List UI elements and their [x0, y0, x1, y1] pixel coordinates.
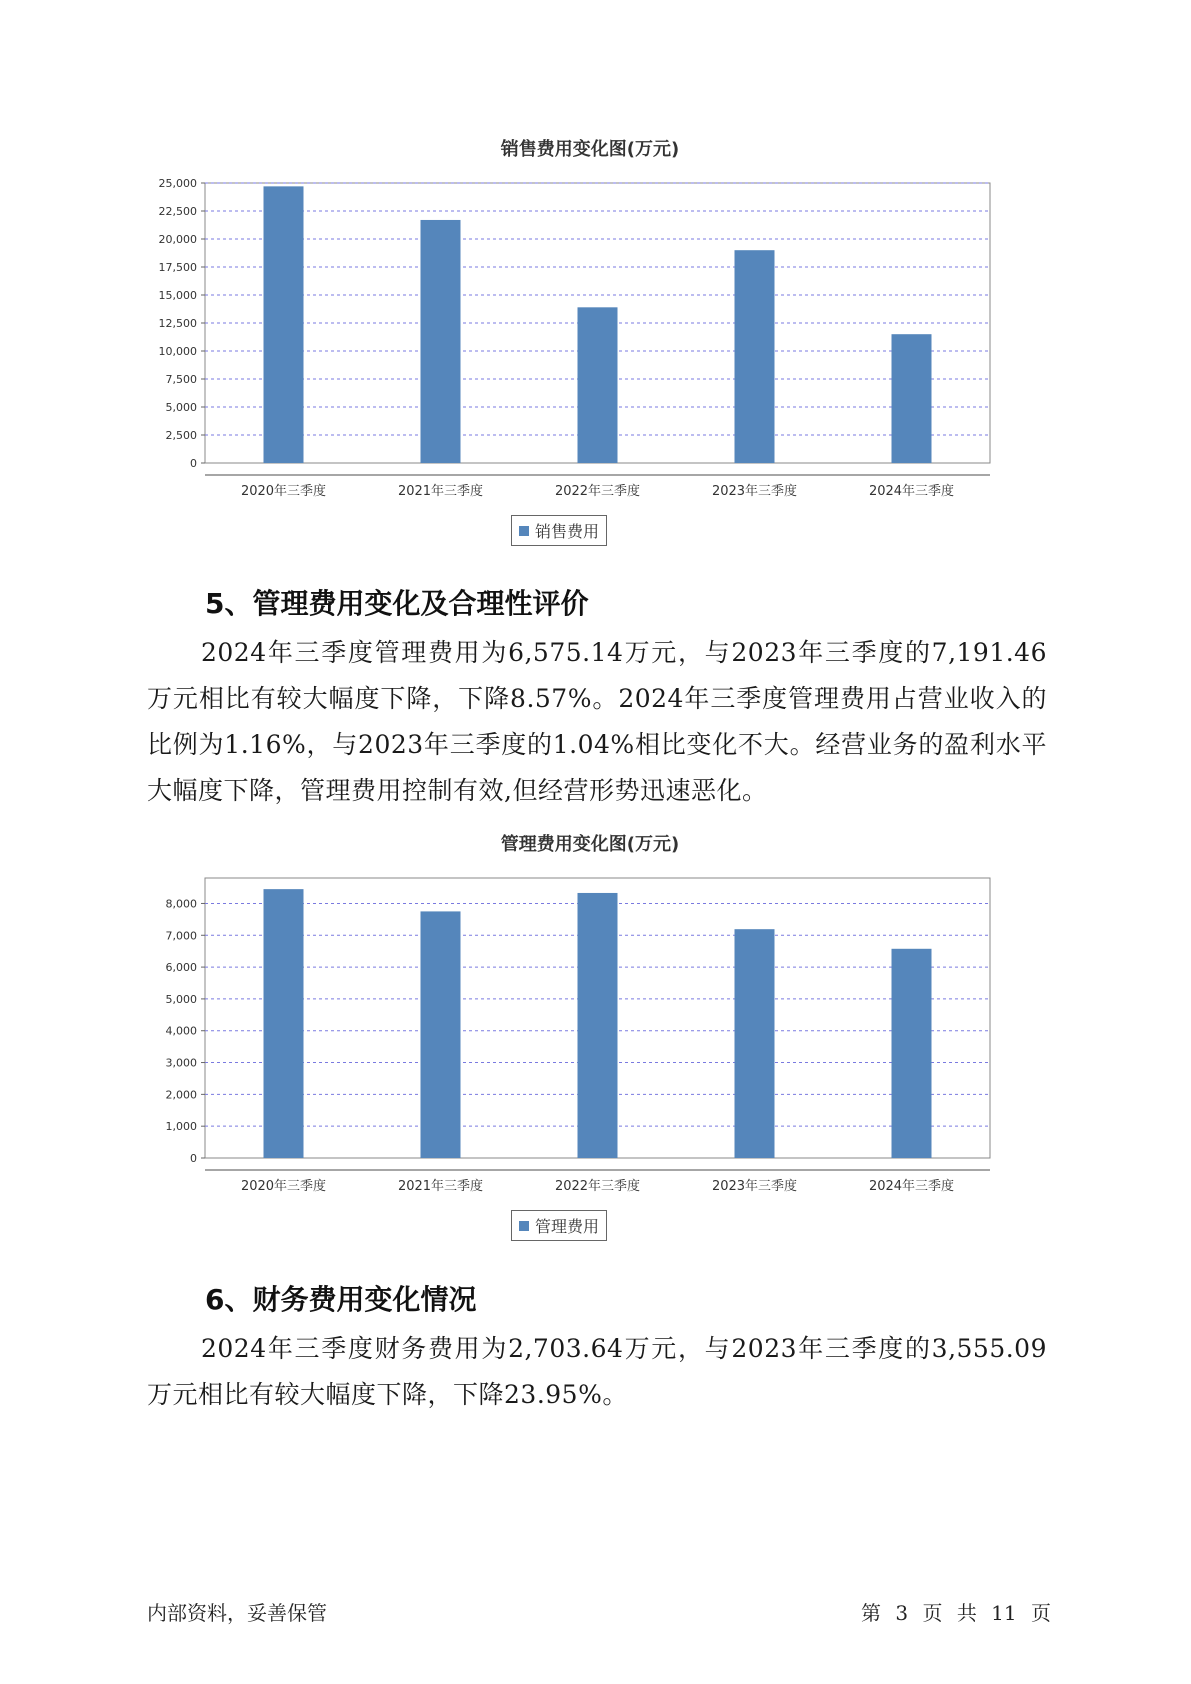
chart-legend — [511, 515, 607, 546]
bar — [892, 334, 932, 463]
section-6-heading: 6、财务费用变化情况 — [205, 1283, 477, 1316]
x-tick-label: 2023年三季度 — [711, 484, 798, 499]
bar — [421, 220, 461, 463]
y-tick-label: 22,500 — [158, 205, 197, 218]
y-tick-label: 10,000 — [158, 345, 197, 358]
bar — [735, 929, 775, 1158]
chart-legend — [511, 1210, 607, 1241]
y-tick-label: 1,000 — [165, 1120, 197, 1134]
x-tick-label: 2021年三季度 — [397, 1179, 484, 1194]
y-tick-label: 4,000 — [165, 1024, 197, 1038]
sales-expense-chart — [150, 135, 1030, 545]
x-tick-label: 2021年三季度 — [397, 484, 484, 499]
x-tick-label: 2023年三季度 — [711, 1179, 798, 1194]
x-tick-label: 2020年三季度 — [240, 484, 327, 499]
y-tick-label: 0 — [190, 457, 197, 470]
bar — [892, 949, 932, 1158]
y-tick-label: 5,000 — [165, 992, 197, 1006]
legend-label: 管理费用 — [535, 1217, 600, 1236]
y-tick-label: 5,000 — [165, 401, 197, 414]
legend-swatch — [519, 1221, 529, 1231]
x-tick-label: 2022年三季度 — [554, 1179, 641, 1194]
footer-page-number: 第 3 页 共 11 页 — [861, 1601, 1051, 1625]
legend-label: 销售费用 — [535, 522, 600, 541]
chart-canvas — [150, 868, 1030, 1208]
y-tick-label: 25,000 — [158, 177, 197, 190]
section-5-paragraph: 2024年三季度管理费用为6,575.14万元，与2023年三季度的7,191.46万元相比有较大幅度下降，下降8.57%。2024年三季度管理费用占营业收入的比例为1.16%，与2023年三季度的1.04%相比变化不大。经营业务的盈利水平大幅度下降，管理费用控制有效,但经营形势迅速恶化。 — [147, 638, 1047, 805]
bar — [578, 307, 618, 463]
y-tick-label: 7,000 — [165, 929, 197, 943]
x-tick-label: 2020年三季度 — [240, 1179, 327, 1194]
bar — [421, 911, 461, 1158]
y-tick-label: 7,500 — [165, 373, 197, 386]
legend-swatch — [519, 526, 529, 536]
y-tick-label: 8,000 — [165, 897, 197, 911]
x-tick-label: 2024年三季度 — [868, 484, 955, 499]
bar — [264, 889, 304, 1158]
bar — [578, 893, 618, 1158]
chart-canvas — [150, 173, 1030, 513]
footer-confidential: 内部资料，妥善保管 — [147, 1601, 327, 1625]
y-tick-label: 6,000 — [165, 961, 197, 975]
y-tick-label: 3,000 — [165, 1056, 197, 1070]
x-tick-label: 2022年三季度 — [554, 484, 641, 499]
y-tick-label: 17,500 — [158, 261, 197, 274]
bar — [735, 250, 775, 463]
chart-title: 管理费用变化图(万元) — [500, 834, 680, 855]
y-tick-label: 20,000 — [158, 233, 197, 246]
bar — [264, 186, 304, 463]
section-6-paragraph: 2024年三季度财务费用为2,703.64万元，与2023年三季度的3,555.09万元相比有较大幅度下降，下降23.95%。 — [147, 1334, 1047, 1409]
section-5-heading: 5、管理费用变化及合理性评价 — [205, 587, 589, 620]
y-tick-label: 12,500 — [158, 317, 197, 330]
y-tick-label: 0 — [190, 1152, 197, 1165]
management-expense-chart — [150, 830, 1030, 1240]
chart-title: 销售费用变化图(万元) — [500, 139, 680, 160]
y-tick-label: 15,000 — [158, 289, 197, 302]
y-tick-label: 2,500 — [165, 429, 197, 442]
x-tick-label: 2024年三季度 — [868, 1179, 955, 1194]
y-tick-label: 2,000 — [165, 1088, 197, 1102]
